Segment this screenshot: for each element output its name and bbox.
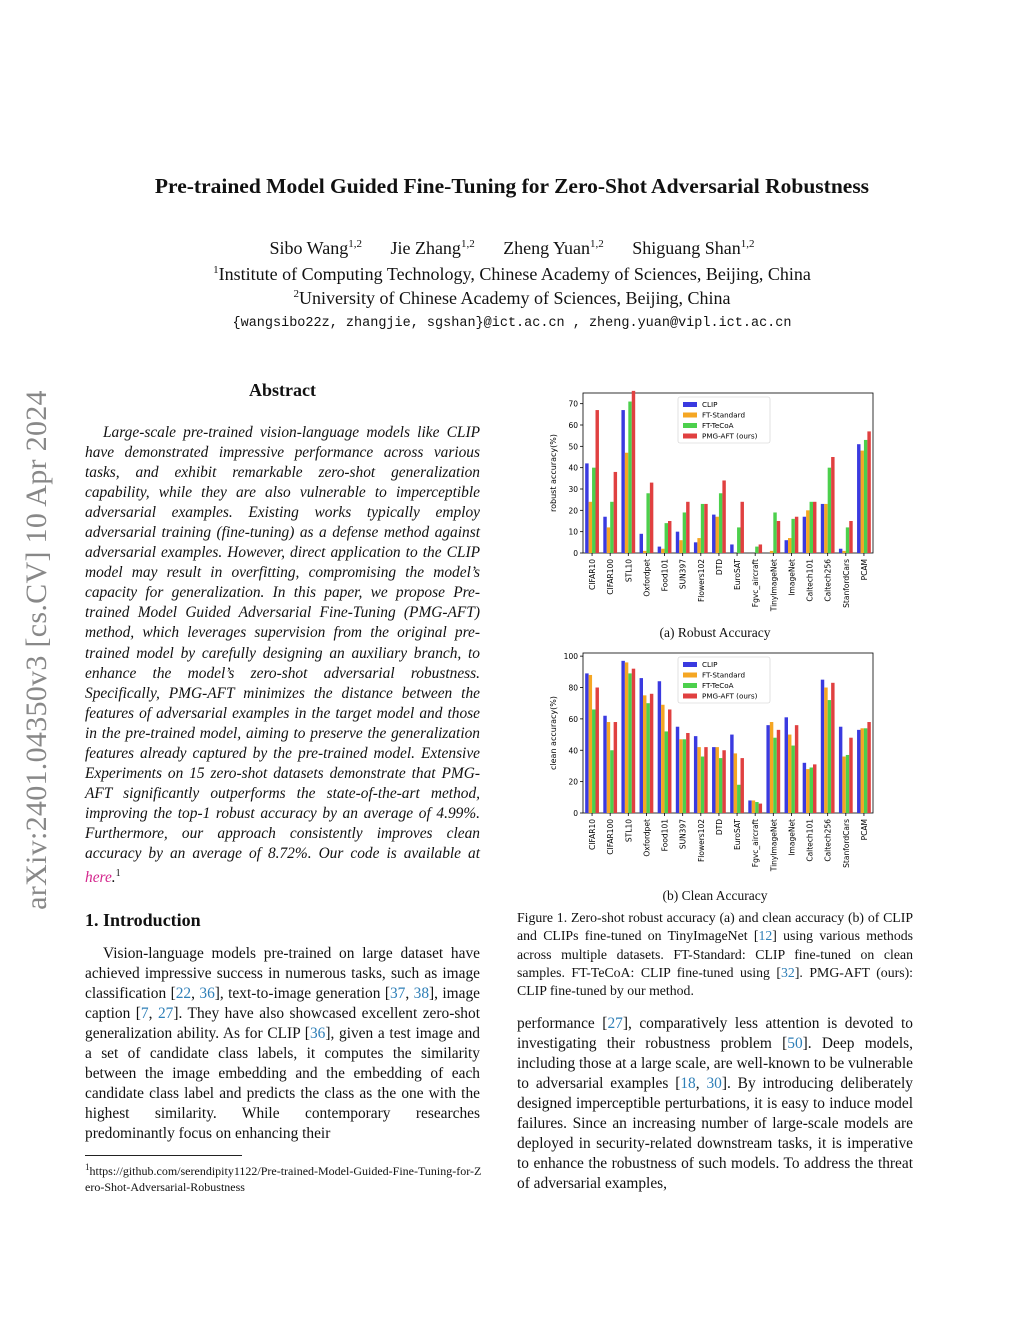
bar-pmg-aft-ours--fgvc_aircraft	[759, 804, 762, 813]
bar-pmg-aft-ours--fgvc_aircraft	[759, 544, 762, 553]
legend-entry: CLIP	[702, 660, 718, 669]
bar-clip-tinyimagenet	[766, 725, 769, 813]
bar-clip-caltech101	[803, 763, 806, 813]
bar-clip-stanfordcars	[839, 727, 842, 813]
bar-ft-tecoa-fgvc_aircraft	[755, 802, 758, 813]
y-tick-label: 40	[568, 746, 578, 756]
x-tick-label: CIFAR100	[606, 819, 616, 855]
bar-pmg-aft-ours--caltech101	[813, 502, 816, 553]
bar-clip-dtd	[712, 747, 715, 813]
bar-clip-imagenet	[785, 540, 788, 553]
bar-ft-standard-imagenet	[788, 735, 791, 813]
bar-ft-standard-dtd	[715, 517, 718, 553]
bar-pmg-aft-ours--eurosat	[741, 502, 744, 553]
legend-entry: FT-TeCoA	[702, 681, 734, 690]
citation-link[interactable]: 36	[199, 985, 215, 1003]
bar-ft-tecoa-stl10	[628, 402, 631, 553]
x-tick-label: StanfordCars	[841, 819, 851, 868]
robust-subcaption: (a) Robust Accuracy	[659, 625, 771, 640]
x-tick-label: Caltech101	[805, 819, 815, 862]
affiliation-1: $^1$Institute of Computing Technology, Chinese Academy of Sciences, Beijing, China	[213, 264, 811, 284]
bar-ft-standard-caltech256	[824, 688, 827, 813]
bar-ft-tecoa-imagenet	[791, 519, 794, 553]
y-tick-label: 30	[568, 485, 578, 494]
bar-ft-tecoa-sun397	[683, 512, 686, 553]
bar-pmg-aft-ours--caltech101	[813, 764, 816, 813]
bar-pmg-aft-ours--eurosat	[741, 758, 744, 813]
bar-clip-cifar100	[603, 517, 606, 553]
bar-pmg-aft-ours--flowers102	[704, 504, 707, 553]
bar-ft-tecoa-stanfordcars	[846, 527, 849, 553]
bar-pmg-aft-ours--pcam	[867, 431, 870, 553]
author-list	[60, 238, 964, 259]
y-axis-label: clean accuracy(%)	[549, 696, 558, 770]
x-tick-label: Oxfordpet	[642, 819, 652, 857]
x-tick-label: STL10	[624, 559, 634, 583]
bar-pmg-aft-ours--cifar10	[596, 410, 599, 553]
bar-ft-tecoa-sun397	[683, 739, 686, 813]
x-tick-label: Food101	[660, 559, 670, 592]
x-tick-label: Food101	[660, 819, 670, 852]
bar-pmg-aft-ours--cifar100	[614, 472, 617, 553]
bar-ft-tecoa-caltech256	[828, 468, 831, 553]
bar-ft-standard-imagenet	[788, 538, 791, 553]
x-tick-label: Fgvc_aircraft	[751, 819, 761, 868]
bar-clip-food101	[658, 681, 661, 813]
x-tick-label: Caltech256	[823, 819, 833, 862]
bar-pmg-aft-ours--dtd	[722, 480, 725, 553]
abstract-text: Large-scale pre-trained vision-language models like CLIP have demonstrated impressive performance across various tasks, and exhibit remarkable zero-shot generalization capability, while they are also vulnerable to imperceptible adversarial examples. Existing works typically employ adversarial training (fine-tuning) as a defense method against adversarial examples. However, direct application to the CLIP model may result in overfitting, compromising the model’s capacity for generalization. In this paper, we propose Pre-trained Model Guided Adversarial Fine-Tuning (PMG-AFT) method, which leverages supervision from the original pre-trained model by carefully designing an auxiliary branch, to enhance the model’s zero-shot adversarial robustness. Specifically, PMG-AFT minimizes the distance between the features of adversarial examples in the target model and those in the pre-trained model, aiming to preserve the generalization features already captured by the pre-trained model. Extensive Experiments on 15 zero-shot datasets demonstrate that PMG-AFT significantly outperforms the state-of-the-art method, improving the top-1 robust accuracy by an average of 4.99%. Furthermore, our approach consistently improves clean accuracy by an average of 8.72%. Our code is available at here.$^1$	[85, 424, 480, 887]
bar-clip-imagenet	[785, 717, 788, 813]
bar-ft-standard-pcam	[860, 728, 863, 813]
bar-pmg-aft-ours--imagenet	[795, 517, 798, 553]
bar-ft-standard-tinyimagenet	[770, 551, 773, 553]
bar-clip-sun397	[676, 727, 679, 813]
bar-clip-stl10	[621, 410, 624, 553]
bar-clip-cifar10	[585, 463, 588, 553]
bar-pmg-aft-ours--sun397	[686, 502, 689, 553]
bar-ft-standard-sun397	[679, 540, 682, 553]
bar-clip-flowers102	[694, 542, 697, 553]
x-tick-label: EuroSAT	[733, 819, 743, 851]
bar-ft-standard-oxfordpet	[643, 551, 646, 553]
x-tick-label: Flowers102	[696, 559, 706, 603]
y-tick-label: 70	[568, 399, 578, 409]
y-tick-label: 0	[573, 809, 578, 818]
bar-pmg-aft-ours--stl10	[632, 391, 635, 553]
author: Zheng Yuan$^{1,2}$	[503, 238, 604, 258]
bar-clip-pcam	[857, 730, 860, 813]
citation-link[interactable]: 37	[389, 985, 406, 1003]
citation-link[interactable]: 27	[157, 1005, 174, 1023]
x-tick-label: CIFAR10	[588, 559, 598, 590]
legend-swatch	[683, 413, 697, 418]
introduction-text: Vision-language models pre-trained on large dataset have achieved impressive success in numerous tasks, such as image classification [22, 36], text-to-image generation [37, 38], image caption [7, 27]. They have also showcased excellent zero-shot generalization ability. As for CLIP [36], given a test image and a set of candidate class labels, it computes the similarity between the image embedding and the embedding of each candidate class label and predicts the class as the one with the highest similarity. While contemporary researches predominantly focus on enhancing their	[85, 945, 481, 1143]
bar-clip-oxfordpet	[640, 534, 643, 553]
bar-ft-tecoa-tinyimagenet	[773, 738, 776, 813]
legend-entry: FT-Standard	[702, 410, 746, 420]
bar-ft-standard-flowers102	[697, 538, 700, 553]
bar-ft-tecoa-cifar100	[610, 750, 613, 813]
bar-ft-tecoa-food101	[665, 523, 668, 553]
x-tick-label: DTD	[714, 559, 724, 576]
y-tick-label: 20	[568, 777, 578, 787]
bar-ft-tecoa-cifar10	[592, 468, 595, 553]
bar-pmg-aft-ours--food101	[668, 521, 671, 553]
bar-clip-cifar100	[603, 716, 606, 813]
author: Shiguang Shan$^{1,2}$	[632, 238, 755, 258]
citation-link[interactable]: 38	[413, 985, 430, 1003]
bar-clip-sun397	[676, 532, 679, 553]
citation-link[interactable]: 32	[781, 964, 795, 980]
clean-subcaption: (b) Clean Accuracy	[662, 888, 768, 903]
bar-ft-tecoa-pcam	[864, 728, 867, 813]
citation-link[interactable]: 7	[140, 1005, 149, 1023]
bar-ft-tecoa-eurosat	[737, 785, 740, 813]
legend-swatch	[683, 423, 697, 428]
footnote-divider	[85, 1155, 242, 1156]
x-tick-label: SUN397	[678, 819, 688, 850]
bar-ft-standard-sun397	[679, 739, 682, 813]
bar-ft-tecoa-food101	[665, 731, 668, 813]
bar-clip-cifar10	[585, 673, 588, 813]
x-tick-label: EuroSAT	[733, 559, 743, 591]
bar-pmg-aft-ours--cifar100	[614, 722, 617, 813]
bar-pmg-aft-ours--pcam	[867, 722, 870, 813]
bar-ft-standard-flowers102	[697, 747, 700, 813]
bar-ft-tecoa-caltech101	[810, 502, 813, 553]
bar-ft-standard-fgvc_aircraft	[752, 800, 755, 813]
bar-clip-caltech256	[821, 504, 824, 553]
bar-ft-standard-food101	[661, 549, 664, 553]
y-tick-label: 10	[568, 527, 578, 537]
bar-ft-tecoa-dtd	[719, 758, 722, 813]
x-tick-label: CIFAR10	[588, 819, 598, 850]
bar-pmg-aft-ours--sun397	[686, 733, 689, 813]
legend-swatch	[683, 434, 697, 439]
bar-ft-tecoa-dtd	[719, 493, 722, 553]
bar-pmg-aft-ours--caltech256	[831, 683, 834, 813]
bar-ft-standard-eurosat	[734, 753, 737, 813]
x-tick-label: TinyImageNet	[769, 559, 779, 612]
legend-swatch	[683, 683, 697, 688]
bar-ft-tecoa-eurosat	[737, 527, 740, 553]
bar-clip-flowers102	[694, 736, 697, 813]
bar-ft-tecoa-cifar10	[592, 709, 595, 813]
bar-ft-standard-dtd	[715, 747, 718, 813]
abstract-heading: Abstract	[249, 380, 316, 400]
arxiv-id-text: arXiv:2401.04350v3 [cs.CV] 10 Apr 2024	[20, 390, 53, 910]
bar-pmg-aft-ours--oxfordpet	[650, 694, 653, 813]
bar-pmg-aft-ours--dtd	[722, 750, 725, 813]
x-tick-label: Caltech101	[805, 559, 815, 602]
bar-pmg-aft-ours--oxfordpet	[650, 483, 653, 553]
x-tick-label: ImageNet	[787, 559, 797, 596]
legend-entry: CLIP	[702, 400, 718, 409]
citation-link[interactable]: 18	[680, 1075, 696, 1093]
bar-ft-tecoa-stl10	[628, 673, 631, 813]
x-tick-label: STL10	[624, 819, 634, 843]
bar-pmg-aft-ours--tinyimagenet	[777, 730, 780, 813]
bar-ft-standard-food101	[661, 705, 664, 813]
robust-accuracy-chart	[545, 385, 885, 645]
y-tick-label: 60	[568, 421, 578, 430]
bar-ft-tecoa-cifar100	[610, 502, 613, 553]
legend-swatch	[683, 402, 697, 407]
legend-entry: PMG-AFT (ours)	[702, 431, 758, 441]
bar-ft-standard-cifar100	[607, 527, 610, 553]
legend-swatch	[683, 694, 697, 699]
bar-ft-tecoa-caltech101	[810, 768, 813, 813]
bar-ft-standard-stanfordcars	[842, 551, 845, 553]
bar-pmg-aft-ours--flowers102	[704, 747, 707, 813]
bar-pmg-aft-ours--stl10	[632, 669, 635, 813]
bar-clip-eurosat	[730, 735, 733, 813]
bar-ft-standard-stl10	[625, 662, 628, 813]
bar-clip-food101	[658, 547, 661, 553]
legend-swatch	[683, 673, 697, 678]
x-tick-label: PCAM	[859, 819, 869, 841]
bar-ft-standard-oxfordpet	[643, 695, 646, 813]
bar-clip-pcam	[857, 444, 860, 553]
bar-ft-standard-cifar10	[589, 675, 592, 813]
x-tick-label: Flowers102	[696, 819, 706, 863]
x-tick-label: Oxfordpet	[642, 559, 652, 597]
bar-ft-tecoa-fgvc_aircraft	[755, 547, 758, 553]
x-tick-label: DTD	[714, 819, 724, 836]
x-tick-label: Fgvc_aircraft	[751, 559, 761, 608]
bar-pmg-aft-ours--cifar10	[596, 688, 599, 813]
legend-entry: PMG-AFT (ours)	[702, 691, 758, 701]
bar-clip-caltech256	[821, 680, 824, 813]
bar-ft-standard-pcam	[860, 451, 863, 553]
bar-clip-stanfordcars	[839, 549, 842, 553]
y-tick-label: 80	[568, 683, 578, 693]
citation-link[interactable]: 12	[758, 928, 773, 944]
bar-ft-tecoa-flowers102	[701, 504, 704, 553]
citation-link[interactable]: 27	[607, 1015, 623, 1032]
bar-ft-tecoa-stanfordcars	[846, 755, 849, 813]
x-tick-label: Caltech256	[823, 559, 833, 602]
bar-ft-tecoa-imagenet	[791, 746, 794, 813]
x-tick-label: PCAM	[859, 559, 869, 581]
citation-link[interactable]: 30	[706, 1075, 722, 1093]
arxiv-identifier	[12, 355, 62, 945]
bar-ft-standard-stanfordcars	[842, 757, 845, 813]
bar-pmg-aft-ours--imagenet	[795, 725, 798, 813]
x-tick-label: TinyImageNet	[769, 819, 779, 872]
x-tick-label: StanfordCars	[841, 559, 851, 608]
legend-entry: FT-Standard	[702, 670, 746, 680]
bar-ft-tecoa-caltech256	[828, 700, 831, 813]
affiliation-2: $^2$University of Chinese Academy of Sciences, Beijing, China	[293, 288, 731, 308]
bar-ft-standard-cifar100	[607, 722, 610, 813]
x-tick-label: SUN397	[678, 559, 688, 590]
bar-clip-oxfordpet	[640, 678, 643, 813]
author: Sibo Wang$^{1,2}$	[269, 238, 362, 258]
bar-ft-standard-caltech101	[806, 510, 809, 553]
bar-ft-tecoa-oxfordpet	[646, 703, 649, 813]
citation-link[interactable]: 36	[309, 1025, 326, 1043]
bar-clip-eurosat	[730, 544, 733, 553]
legend-entry: FT-TeCoA	[702, 421, 734, 430]
bar-ft-tecoa-oxfordpet	[646, 493, 649, 553]
bar-clip-caltech101	[803, 517, 806, 553]
bar-pmg-aft-ours--caltech256	[831, 457, 834, 553]
y-tick-label: 60	[568, 714, 578, 724]
clean-accuracy-plot	[545, 645, 885, 885]
y-tick-label: 100	[563, 652, 578, 662]
bar-ft-tecoa-tinyimagenet	[773, 512, 776, 553]
robust-accuracy-plot	[545, 385, 885, 625]
bar-ft-standard-stl10	[625, 453, 628, 553]
bar-ft-tecoa-flowers102	[701, 757, 704, 813]
citation-link[interactable]: 22	[175, 985, 192, 1003]
figure-caption: Figure 1. Zero-shot robust accuracy (a) and clean accuracy (b) of CLIP and CLIPs fine-tuned on TinyImageNet [12] using various methods across multiple datasets. FT-Standard: CLIP fine-tuned on clean samples. FT-TeCoA: CLIP fine-tuned using [32]. PMG-AFT (ours): CLIP fine-tuned by our method.	[517, 910, 913, 999]
y-tick-label: 40	[568, 463, 578, 473]
bar-ft-standard-caltech101	[806, 769, 809, 813]
bar-clip-stl10	[621, 661, 624, 813]
bar-pmg-aft-ours--tinyimagenet	[777, 521, 780, 553]
bar-pmg-aft-ours--food101	[668, 709, 671, 813]
bar-pmg-aft-ours--stanfordcars	[849, 738, 852, 813]
y-tick-label: 0	[573, 549, 578, 558]
legend-swatch	[683, 662, 697, 667]
x-tick-label: CIFAR100	[606, 559, 616, 595]
y-tick-label: 20	[568, 506, 578, 516]
bar-ft-standard-tinyimagenet	[770, 722, 773, 813]
x-tick-label: ImageNet	[787, 819, 797, 856]
author-emails: {wangsibo22z, zhangjie, sgshan}@ict.ac.cn , zheng.yuan@vipl.ict.ac.cn	[232, 316, 792, 331]
footnote: $^1$https://github.com/serendipity1122/Pre-trained-Model-Guided-Fine-Tuning-for-Zero-Shot-Adversarial-Robustness	[85, 1162, 482, 1194]
y-axis-label: robust accuracy(%)	[549, 434, 558, 512]
bar-pmg-aft-ours--stanfordcars	[849, 521, 852, 553]
y-tick-label: 50	[568, 442, 578, 452]
bar-ft-standard-cifar10	[589, 502, 592, 553]
introduction-text-continued: performance [27], comparatively less attention is devoted to investigating their robustness problem [50]. Deep models, including those at a large scale, are well-known to be vulnerable to adversarial examples [18, 30]. By introducing deliberately designed imperceptible perturbations, it is easy to induce model failures. Since an increasing number of large-scale models are deployed in security-related downstream tasks, it is imperative to enhance the robustness of such models. To address the threat of adversarial examples,	[517, 1015, 914, 1193]
bar-clip-fgvc_aircraft	[748, 800, 751, 813]
bar-ft-standard-caltech256	[824, 504, 827, 553]
section-heading-introduction: 1. Introduction	[85, 910, 201, 930]
citation-link[interactable]: 50	[787, 1035, 803, 1053]
author: Jie Zhang$^{1,2}$	[390, 238, 475, 258]
clean-accuracy-chart	[545, 645, 885, 910]
paper-title: Pre-trained Model Guided Fine-Tuning for Zero-Shot Adversarial Robustness	[154, 174, 870, 198]
footnote-url[interactable]: https://github.com/serendipity1122/Pre-trained-Model-Guided-Fine-Tuning-for-Zero-Shot-Adversarial-Robustness	[85, 1164, 482, 1194]
code-link[interactable]: here	[85, 869, 112, 887]
bar-clip-dtd	[712, 515, 715, 553]
bar-ft-tecoa-pcam	[864, 440, 867, 553]
